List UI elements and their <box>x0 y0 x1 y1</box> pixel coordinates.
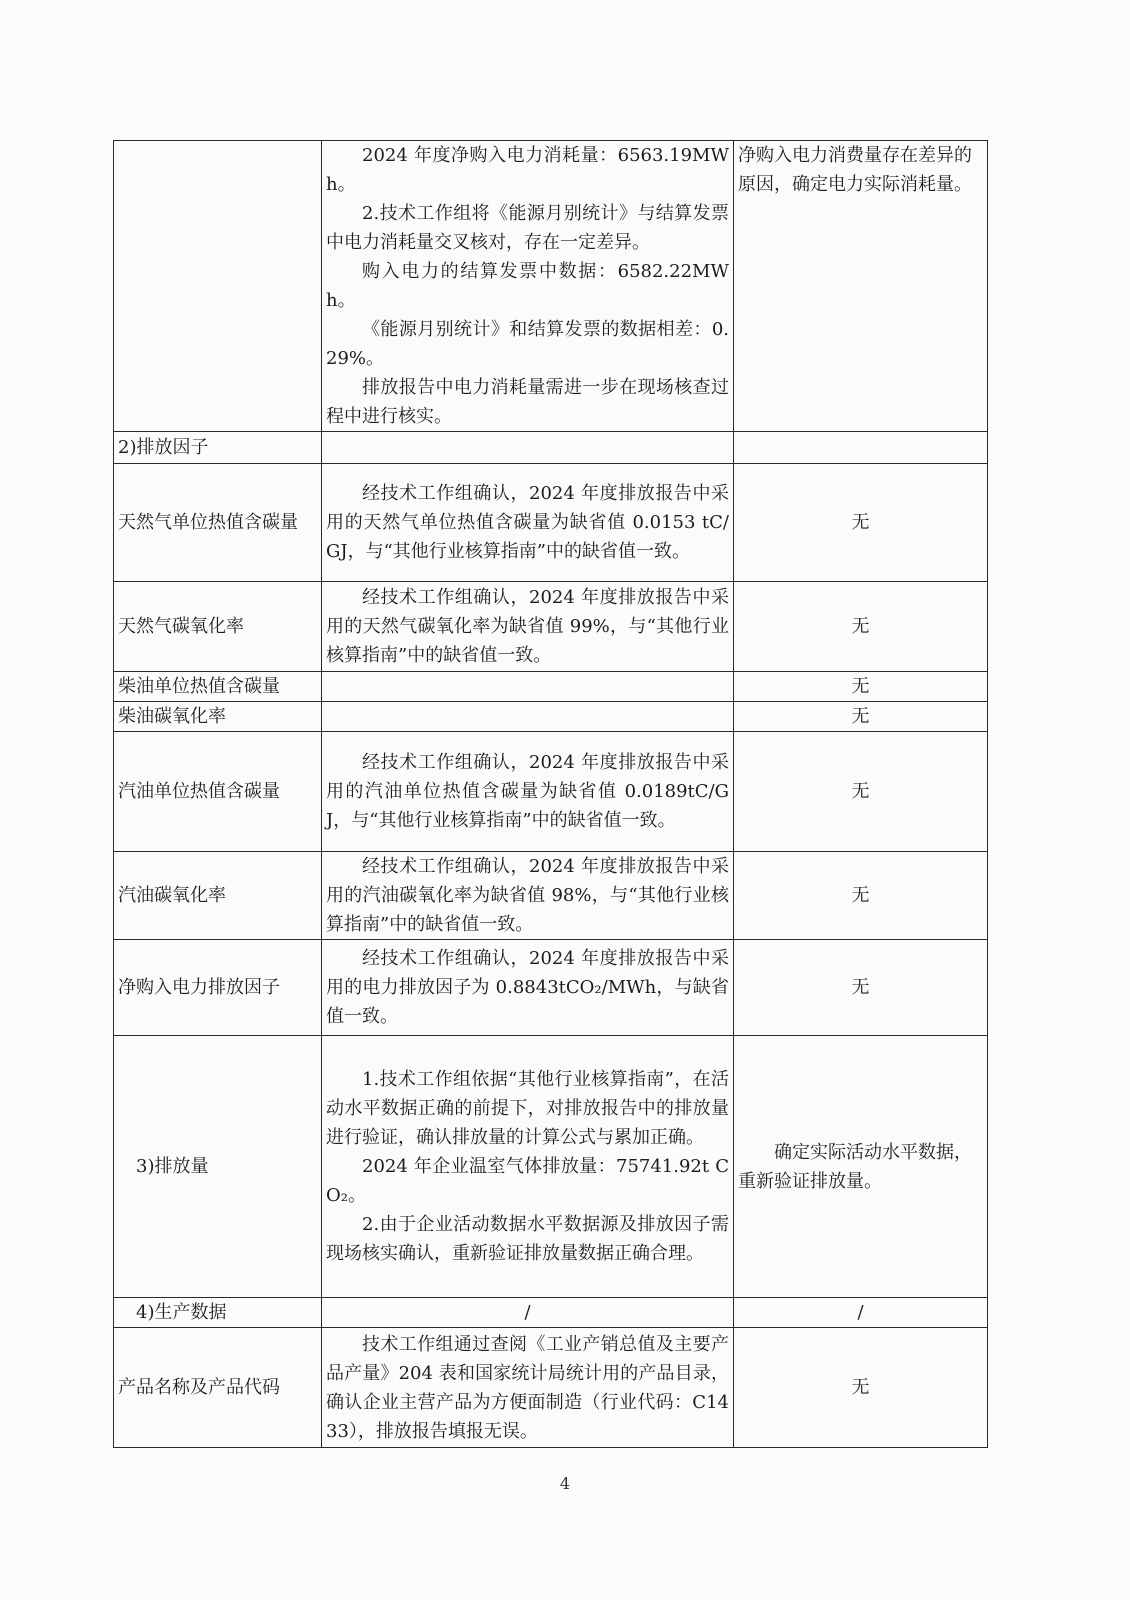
item-cell: 产品名称及产品代码 <box>114 1328 322 1448</box>
issue-cell: 无 <box>734 852 988 940</box>
item-cell: 3)排放量 <box>114 1036 322 1298</box>
issue-paragraph: 确定实际活动水平数据，重新验证排放量。 <box>738 1141 972 1192</box>
table-row <box>114 672 988 702</box>
content-cell <box>322 1328 734 1448</box>
content-paragraph: 2024 年企业温室气体排放量：75741.92t CO₂。 <box>326 1156 729 1206</box>
content-cell <box>322 702 734 732</box>
issue-cell: 无 <box>734 582 988 672</box>
issue-cell: 无 <box>734 672 988 702</box>
table-row <box>114 852 988 940</box>
content-cell <box>322 852 734 940</box>
issue-cell <box>734 432 988 464</box>
content-cell <box>322 432 734 464</box>
content-paragraph: 2.技术工作组将《能源月别统计》与结算发票中电力消耗量交叉核对，存在一定差异。 <box>326 203 729 253</box>
content-paragraph: 技术工作组通过查阅《工业产销总值及主要产品产量》204 表和国家统计局统计用的产品目录，确认企业主营产品为方便面制造（行业代码：C1433），排放报告填报无误。 <box>326 1333 729 1442</box>
table-row <box>114 1036 988 1298</box>
table-row <box>114 940 988 1036</box>
issue-cell <box>734 1036 988 1298</box>
table-row <box>114 582 988 672</box>
content-paragraph: 经技术工作组确认，2024 年度排放报告中采用的天然气碳氧化率为缺省值 99%，与“其他行业核算指南”中的缺省值一致。 <box>326 587 729 666</box>
content-cell <box>322 1036 734 1298</box>
content-cell <box>322 672 734 702</box>
item-cell: 4)生产数据 <box>114 1298 322 1328</box>
issue-cell: / <box>734 1298 988 1328</box>
page-number: 4 <box>559 1474 571 1493</box>
item-cell: 2)排放因子 <box>114 432 322 464</box>
content-paragraph: 经技术工作组确认，2024 年度排放报告中采用的汽油碳氧化率为缺省值 98%，与“其他行业核算指南”中的缺省值一致。 <box>326 856 729 935</box>
issue-cell: 无 <box>734 1328 988 1448</box>
content-paragraph: 经技术工作组确认，2024 年度排放报告中采用的汽油单位热值含碳量为缺省值 0.0189tC/GJ，与“其他行业核算指南”中的缺省值一致。 <box>326 752 729 831</box>
table-row <box>114 1328 988 1448</box>
content-paragraph: 经技术工作组确认，2024 年度排放报告中采用的电力排放因子为 0.8843tCO₂/MWh，与缺省值一致。 <box>326 948 729 1027</box>
verification-table <box>113 140 988 1448</box>
item-cell: 天然气单位热值含碳量 <box>114 464 322 582</box>
issue-cell: 无 <box>734 702 988 732</box>
issue-cell: 净购入电力消费量存在差异的原因，确定电力实际消耗量。 <box>734 141 988 432</box>
content-cell <box>322 940 734 1036</box>
item-cell <box>114 141 322 432</box>
content-cell <box>322 141 734 432</box>
issue-cell: 无 <box>734 940 988 1036</box>
table-row <box>114 1298 988 1328</box>
item-cell: 汽油单位热值含碳量 <box>114 732 322 852</box>
issue-cell: 无 <box>734 464 988 582</box>
content-cell <box>322 582 734 672</box>
content-paragraph: 《能源月别统计》和结算发票的数据相差：0.29%。 <box>326 319 729 369</box>
content-cell: / <box>322 1298 734 1328</box>
item-cell: 天然气碳氧化率 <box>114 582 322 672</box>
content-paragraph: 2024 年度净购入电力消耗量：6563.19MWh。 <box>326 145 729 195</box>
item-cell: 柴油碳氧化率 <box>114 702 322 732</box>
table-row <box>114 432 988 464</box>
content-cell <box>322 464 734 582</box>
item-cell: 柴油单位热值含碳量 <box>114 672 322 702</box>
table-row <box>114 702 988 732</box>
item-cell: 汽油碳氧化率 <box>114 852 322 940</box>
content-paragraph: 排放报告中电力消耗量需进一步在现场核查过程中进行核实。 <box>326 377 729 427</box>
content-paragraph: 经技术工作组确认，2024 年度排放报告中采用的天然气单位热值含碳量为缺省值 0.0153 tC/GJ，与“其他行业核算指南”中的缺省值一致。 <box>326 483 729 562</box>
table-row <box>114 732 988 852</box>
item-cell: 净购入电力排放因子 <box>114 940 322 1036</box>
issue-cell: 无 <box>734 732 988 852</box>
content-paragraph: 1.技术工作组依据“其他行业核算指南”，在活动水平数据正确的前提下，对排放报告中的排放量进行验证，确认排放量的计算公式与累加正确。 <box>326 1069 729 1148</box>
content-paragraph: 购入电力的结算发票中数据：6582.22MWh。 <box>326 261 729 311</box>
table-row <box>114 464 988 582</box>
table-row <box>114 141 988 432</box>
content-cell <box>322 732 734 852</box>
content-paragraph: 2.由于企业活动数据水平数据源及排放因子需现场核实确认，重新验证排放量数据正确合理。 <box>326 1214 729 1264</box>
